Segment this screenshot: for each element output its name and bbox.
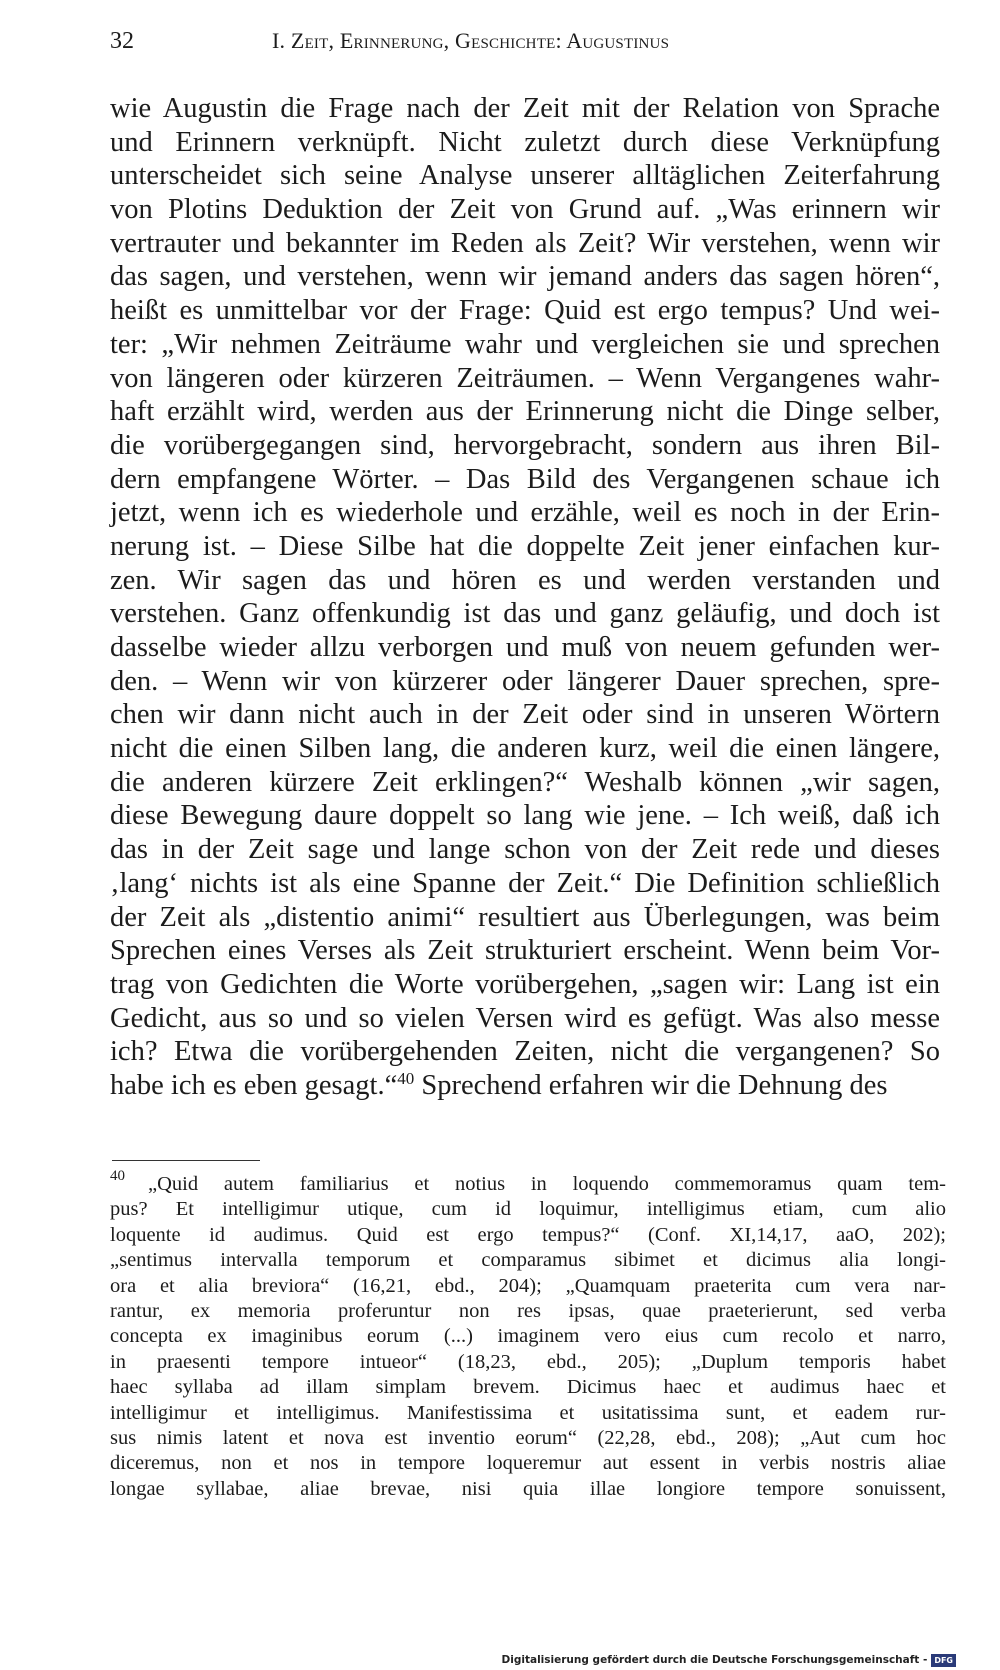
body-line: das in der Zeit sage und lange schon von der Zeit rede und dieses [110, 834, 940, 866]
footnote-line: diceremus, non et nos in tempore loqueremur aut essent in verbis nostris aliae [110, 1452, 946, 1475]
footnote-line: haec syllaba ad illam simplam brevem. Dicimus haec et audimus haec et [110, 1376, 946, 1399]
body-line: trag von Gedichten die Worte vorübergehen, „sagen wir: Lang ist ein [110, 968, 940, 1000]
digitization-credit [502, 1652, 956, 1668]
body-line: von Plotins Deduktion der Zeit von Grund auf. „Was erinnern wir [110, 194, 940, 226]
body-line: verstehen. Ganz offenkundig ist das und ganz geläufig, und doch ist [110, 598, 940, 630]
footnotes [110, 1168, 946, 1502]
footnote-line: concepta ex imaginibus eorum (...) imaginem vero eius cum recolo et narro, [110, 1325, 946, 1348]
footnote-rule [112, 1160, 260, 1161]
body-line: wie Augustin die Frage nach der Zeit mit der Relation von Sprache [110, 93, 940, 124]
footnote-line: pus? Et intelligimur utique, cum id loquimur, intelligimus etiam, cum alio [110, 1198, 946, 1221]
page-number: 32 [110, 28, 134, 54]
body-line: diese Bewegung daure doppelt so lang wie jene. – Ich weiß, daß ich [110, 800, 940, 832]
body-line: der Zeit als „distentio animi“ resultiert aus Überlegungen, was beim [110, 901, 940, 933]
footnote-line: loquente id audimus. Quid est ergo tempus?“ (Conf. XI,14,17, aaO, 202); [110, 1223, 946, 1246]
body-line: nerung ist. – Diese Silbe hat die doppelte Zeit jener einfachen kur- [110, 530, 940, 562]
body-line: ich? Etwa die vorübergehenden Zeiten, nicht die vergangenen? So [110, 1036, 940, 1068]
body-text [110, 92, 940, 1103]
body-line: Gedicht, aus so und so vielen Versen wird es gefügt. Was also messe [110, 1002, 940, 1034]
body-line: nicht die einen Silben lang, die anderen kurz, weil die einen längere, [110, 733, 940, 765]
footnote-line: ora et alia breviora“ (16,21, ebd., 204); „Quamquam praeterita cum vera nar- [110, 1274, 946, 1297]
body-line: ‚lang‘ nichts ist als eine Spanne der Zeit.“ Die Definition schließlich [110, 867, 940, 899]
body-line: ter: „Wir nehmen Zeiträume wahr und vergleichen sie und sprechen [110, 328, 940, 360]
body-line: haft erzählt wird, werden aus der Erinnerung nicht die Dinge selber, [110, 396, 940, 428]
body-line: die vorübergegangen sind, hervorgebracht, sondern aus ihren Bil- [110, 429, 940, 461]
body-line: Sprechen eines Verses als Zeit strukturiert erscheint. Wenn beim Vor- [110, 935, 940, 967]
body-line: dasselbe wieder allzu verborgen und muß von neuem gefunden wer- [110, 632, 940, 663]
last-line-text-before: habe ich es eben gesagt.“ [110, 1069, 398, 1101]
body-line: chen wir dann nicht auch in der Zeit oder sind in unseren Wörtern [110, 699, 940, 731]
body-line: dern empfangene Wörter. – Das Bild des Vergangenen schaue ich [110, 463, 940, 495]
footnote-line: longae syllabae, aliae brevae, nisi quia illae longiore tempore sonuissent, [110, 1477, 946, 1500]
footnote-line: „sentimus intervalla temporum et comparamus sibimet et dicimus alia longi- [110, 1249, 946, 1272]
last-line-text-after: Sprechend erfahren wir die Dehnung des [414, 1069, 888, 1101]
footnote-marker: 40 [110, 1168, 125, 1184]
footnote-line: intelligimur et intelligimus. Manifestissima et usitatissima sunt, et eadem rur- [110, 1401, 946, 1424]
body-line: heißt es unmittelbar vor der Frage: Quid est ergo tempus? Und wei- [110, 295, 940, 327]
body-line: das sagen, und verstehen, wenn wir jemand anders das sagen hören“, [110, 261, 940, 293]
body-line: die anderen kürzere Zeit erklingen?“ Weshalb können „wir sagen, [110, 766, 940, 798]
body-line: von längeren oder kürzeren Zeiträumen. – Wenn Vergangenes wahr- [110, 362, 940, 394]
footnote-line: in praesenti tempore intueor“ (18,23, ebd., 205); „Duplum temporis habet [110, 1350, 946, 1373]
credit-text: Digitalisierung gefördert durch die Deutsche Forschungsgemeinschaft - [501, 1654, 928, 1666]
body-line: zen. Wir sagen das und hören es und werden verstanden und [110, 564, 940, 596]
footnote-line: „Quid autem familiarius et notius in loquendo commemoramus quam tem- [148, 1173, 946, 1195]
dfg-logo: DFG [931, 1654, 956, 1667]
body-line: jetzt, wenn ich es wiederhole und erzähle, weil es noch in der Erin- [110, 497, 940, 529]
footnote-reference: 40 [397, 1068, 415, 1088]
body-line-last [110, 1069, 940, 1103]
body-line: unterscheidet sich seine Analyse unserer alltäglichen Zeiterfahrung [110, 160, 940, 192]
body-line: den. – Wenn wir von kürzerer oder längerer Dauer sprechen, spre- [110, 665, 940, 697]
footnote-line: rantur, ex memoria proferuntur non res ipsas, quae praeterierunt, sed verba [110, 1299, 946, 1322]
footnote-line: sus nimis latent et nova est inventio eorum“ (22,28, ebd., 208); „Aut cum hoc [110, 1426, 946, 1449]
running-head: I. Zeit, Erinnerung, Geschichte: Augustinus [272, 28, 670, 53]
body-line: und Erinnern verknüpft. Nicht zuletzt durch diese Verknüpfung [110, 126, 940, 158]
body-line: vertrauter und bekannter im Reden als Zeit? Wir verstehen, wenn wir [110, 227, 940, 259]
